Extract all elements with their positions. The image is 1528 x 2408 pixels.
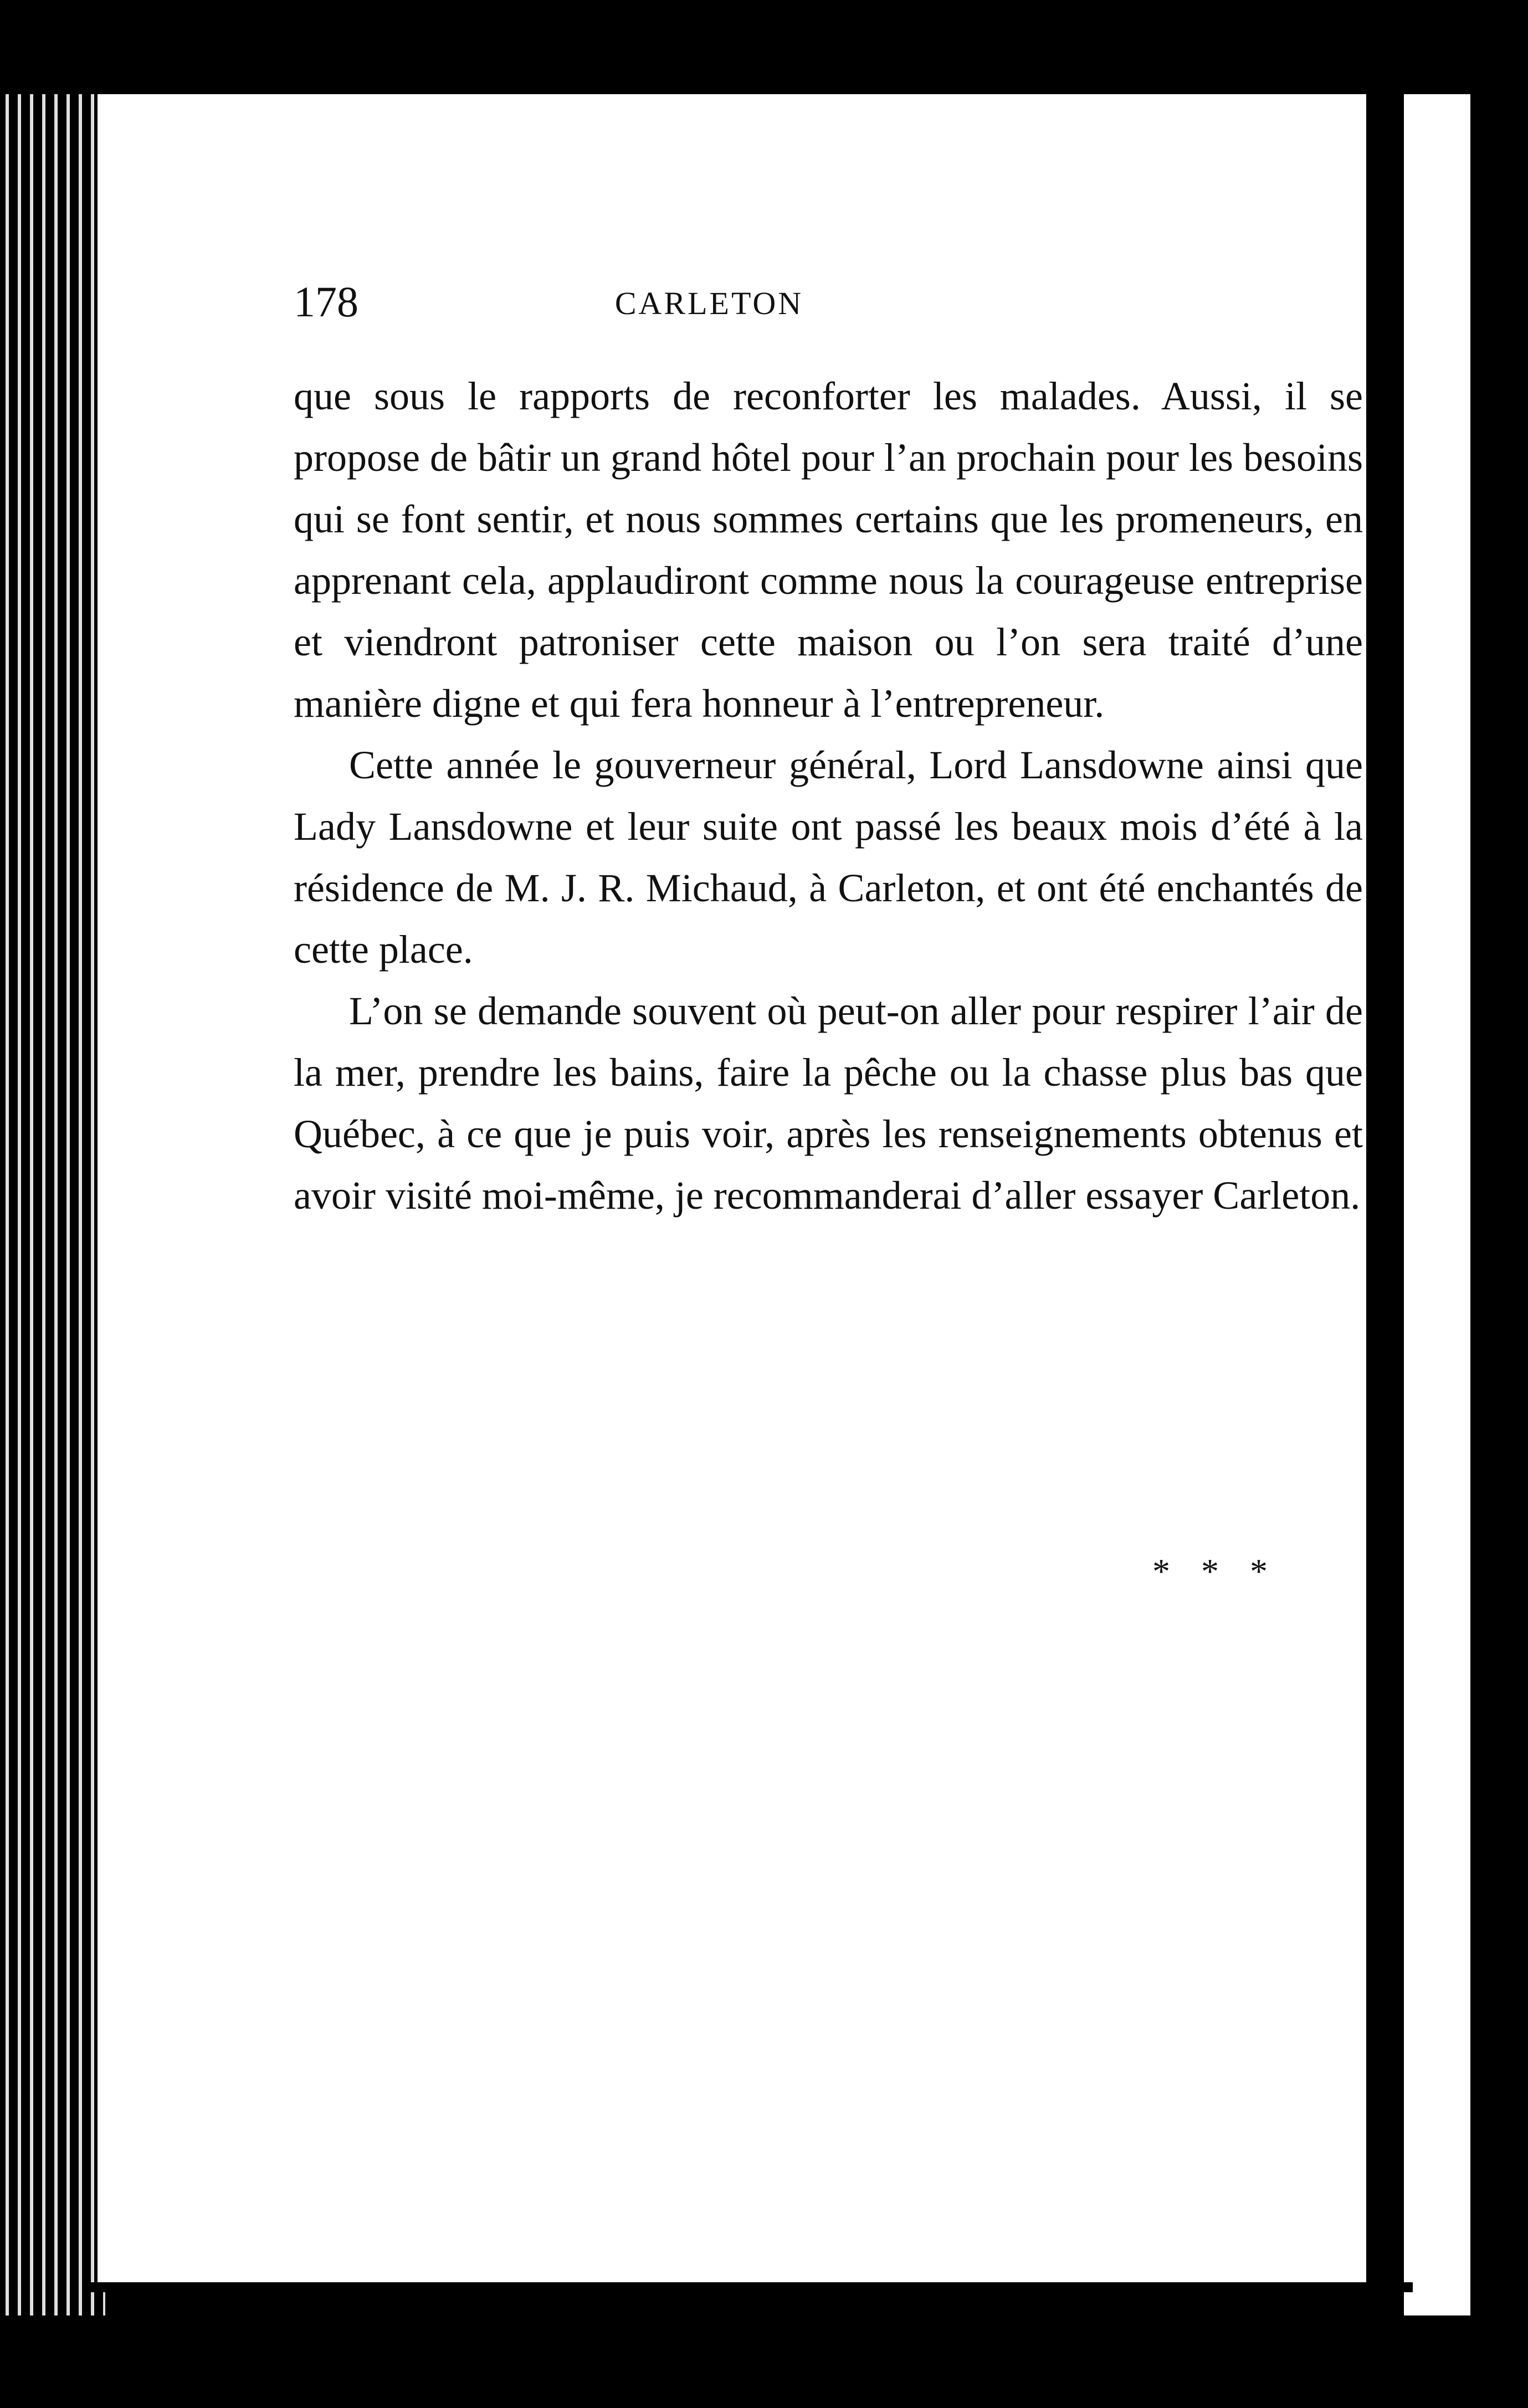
paragraph-continued: que sous le rapports de reconforter les malades. Aussi, il se propose de bâtir un grand hôtel pour l’an prochain pour les besoins qui se font sentir, et nous sommes certains que les promeneurs, en apprenant cela, applaudiront comme nous la courageuse entreprise et viendront patroniser cette maison ou l’on sera traité d’une manière digne et qui fera honneur à l’entrepreneur.: [294, 374, 1363, 726]
right-page-edge: [1385, 94, 1470, 2315]
page-header: [294, 277, 1363, 332]
bottom-page-edge: [83, 2282, 1413, 2292]
page-number: 178: [294, 278, 358, 326]
body-text: [294, 366, 1363, 1226]
paragraph: L’on se demande souvent où peut-on aller pour respirer l’air de la mer, prendre les bains, faire la pêche ou la chasse plus bas que Québec, à ce que je puis voir, après les renseignements obtenus et avoir visité moi-même, je recommanderai d’aller essayer Carleton.: [294, 989, 1363, 1218]
paragraph: Cette année le gouverneur général, Lord Lansdowne ainsi que Lady Lansdowne et leur suite ont passé les beaux mois d’été à la résidence de M. J. R. Michaud, à Carleton, et ont été enchantés de cette place.: [294, 743, 1363, 972]
running-head: CARLETON: [614, 285, 804, 321]
page-edges: [0, 94, 105, 2315]
section-ornament: * * *: [1152, 1552, 1279, 1591]
